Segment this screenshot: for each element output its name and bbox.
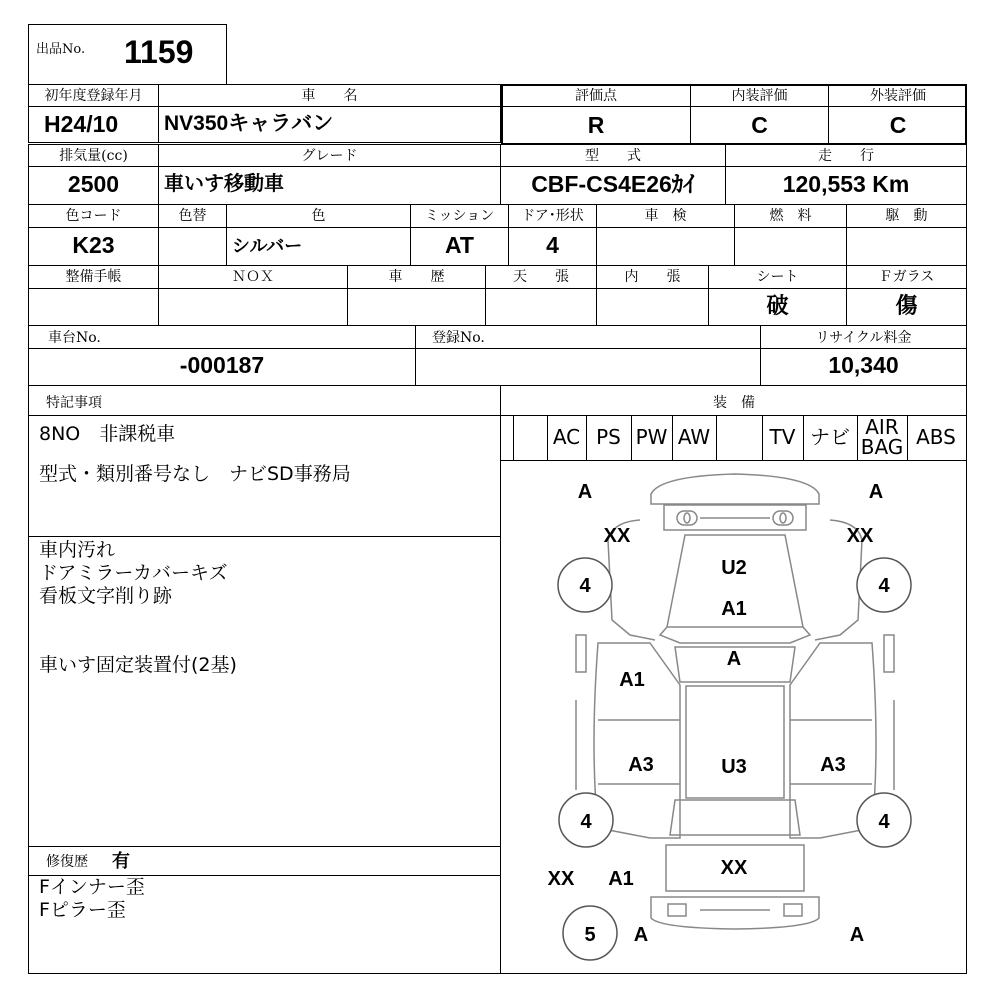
repair-line: Fインナー歪 bbox=[39, 876, 145, 898]
vehicle-diagram bbox=[501, 461, 967, 973]
notes-line: 8NO 非課税車 bbox=[39, 423, 176, 445]
header-label-divider bbox=[28, 106, 501, 107]
reg-number-label: 登録No. bbox=[432, 330, 485, 346]
row2-label-divider bbox=[28, 166, 967, 167]
equipment-label: 装 備 bbox=[713, 395, 755, 411]
displacement-label: 排気量(cc) bbox=[59, 148, 128, 164]
inspection-label: 車 検 bbox=[644, 208, 687, 224]
glass-label: Ｆガラス bbox=[878, 269, 935, 285]
damage-mark: A bbox=[849, 924, 865, 946]
score-label: 評価点 bbox=[575, 88, 617, 104]
damage-mark: 4 bbox=[878, 811, 890, 833]
chassis-value: -000187 bbox=[179, 352, 265, 378]
damage-mark: U2 bbox=[721, 557, 747, 579]
damage-mark: XX bbox=[846, 525, 874, 547]
mission-value: AT bbox=[445, 232, 474, 258]
damage-mark: A1 bbox=[619, 669, 645, 691]
equipment-cell bbox=[803, 415, 858, 461]
equipment-cell bbox=[716, 415, 763, 461]
equipment-cell bbox=[762, 415, 804, 461]
equipment-cell bbox=[907, 415, 967, 461]
first-reg-value: H24/10 bbox=[44, 111, 119, 137]
color-change-label: 色替 bbox=[178, 208, 207, 224]
equipment-cell bbox=[857, 415, 908, 461]
service-label: 整備手帳 bbox=[65, 269, 122, 285]
car-name-value: NV350キャラバン bbox=[164, 112, 334, 135]
repair-line: Fピラー歪 bbox=[39, 899, 126, 921]
notes-line: 看板文字削り跡 bbox=[39, 585, 173, 607]
lot-number-label: 出品No. bbox=[36, 42, 86, 57]
notes-line: 型式・類別番号なし ナビSD事務局 bbox=[39, 463, 351, 485]
car-name-label: 車 名 bbox=[301, 88, 358, 104]
row4-label-divider bbox=[28, 288, 967, 289]
row5-label-divider bbox=[28, 348, 967, 349]
damage-mark: A bbox=[868, 481, 884, 503]
history-label: 車 歴 bbox=[388, 269, 445, 285]
equipment-cell bbox=[631, 415, 673, 461]
first-reg-label: 初年度登録年月 bbox=[44, 88, 143, 104]
damage-mark: XX bbox=[547, 868, 575, 890]
exterior-value: C bbox=[889, 112, 907, 138]
equipment-cell bbox=[513, 415, 548, 461]
color-label: 色 bbox=[311, 208, 326, 224]
interior-label: 内装評価 bbox=[731, 88, 788, 104]
equipment-item: AW bbox=[677, 425, 711, 449]
glass-value: 傷 bbox=[895, 293, 918, 319]
seat-label: シート bbox=[756, 269, 799, 285]
interior-value: C bbox=[751, 112, 768, 138]
door-label: ドア･形状 bbox=[521, 208, 584, 224]
damage-mark: A3 bbox=[628, 754, 654, 776]
notes-line: 車いす固定装置付(2基) bbox=[39, 654, 237, 676]
equipment-item: PS bbox=[596, 425, 621, 449]
equipment-cell bbox=[672, 415, 717, 461]
model-value: CBF-CS4E26ｶｲ bbox=[531, 171, 695, 197]
damage-mark: A1 bbox=[721, 598, 747, 620]
notes-label: 特記事項 bbox=[46, 395, 102, 411]
chassis-label: 車台No. bbox=[48, 330, 101, 346]
drive-label: 駆 動 bbox=[885, 208, 928, 224]
grade-label: グレード bbox=[301, 148, 358, 164]
notes-line: ドアミラーカバーキズ bbox=[39, 562, 228, 584]
score-label-divider bbox=[501, 106, 967, 107]
repair-value: 有 bbox=[112, 851, 130, 872]
mileage-value: 120,553 Km bbox=[782, 171, 910, 197]
score-value: R bbox=[587, 112, 605, 138]
inner-label: 内 張 bbox=[624, 269, 681, 285]
color-code-value: K23 bbox=[72, 232, 115, 258]
seat-value: 破 bbox=[766, 293, 789, 319]
color-code-label: 色コード bbox=[65, 208, 122, 224]
roof-label: 天 張 bbox=[513, 269, 569, 285]
color-value: シルバー bbox=[232, 236, 303, 256]
damage-mark: A bbox=[577, 481, 593, 503]
damage-mark: 4 bbox=[878, 575, 890, 597]
damage-mark: U3 bbox=[721, 756, 747, 778]
equipment-item: PW bbox=[635, 425, 668, 449]
equipment-item: ナビ bbox=[810, 425, 850, 449]
model-label: 型 式 bbox=[585, 148, 641, 164]
notes-section-divider bbox=[28, 536, 501, 537]
nox-label: ＮＯＸ bbox=[232, 269, 274, 285]
lot-number-value: 1159 bbox=[124, 34, 194, 70]
damage-mark: A bbox=[726, 648, 742, 670]
row3-label-divider bbox=[28, 227, 967, 228]
damage-mark: A3 bbox=[820, 754, 846, 776]
damage-mark: XX bbox=[720, 857, 748, 879]
grade-value: 車いす移動車 bbox=[164, 173, 284, 195]
recycle-value: 10,340 bbox=[828, 352, 899, 378]
damage-mark: 5 bbox=[584, 924, 596, 946]
repair-label: 修復歴 bbox=[46, 854, 88, 870]
damage-mark: XX bbox=[603, 525, 631, 547]
equipment-item: AIR BAG bbox=[860, 415, 904, 459]
repair-header-top bbox=[28, 846, 501, 847]
recycle-label: リサイクル料金 bbox=[815, 330, 912, 346]
equipment-cell bbox=[586, 415, 632, 461]
equipment-item: AC bbox=[552, 425, 581, 449]
damage-mark: 4 bbox=[580, 811, 592, 833]
displacement-value: 2500 bbox=[67, 171, 120, 197]
damage-mark: A bbox=[633, 924, 649, 946]
exterior-label: 外装評価 bbox=[870, 88, 926, 104]
mileage-label: 走 行 bbox=[818, 148, 874, 164]
damage-mark: A1 bbox=[608, 868, 634, 890]
mission-label: ミッション bbox=[424, 208, 495, 224]
damage-mark: 4 bbox=[579, 575, 591, 597]
fuel-label: 燃 料 bbox=[769, 208, 812, 224]
equipment-cell bbox=[547, 415, 587, 461]
notes-line: 車内汚れ bbox=[39, 539, 116, 561]
equipment-item: ABS bbox=[916, 425, 956, 449]
equipment-item: TV bbox=[769, 425, 796, 449]
door-value: 4 bbox=[546, 232, 559, 258]
